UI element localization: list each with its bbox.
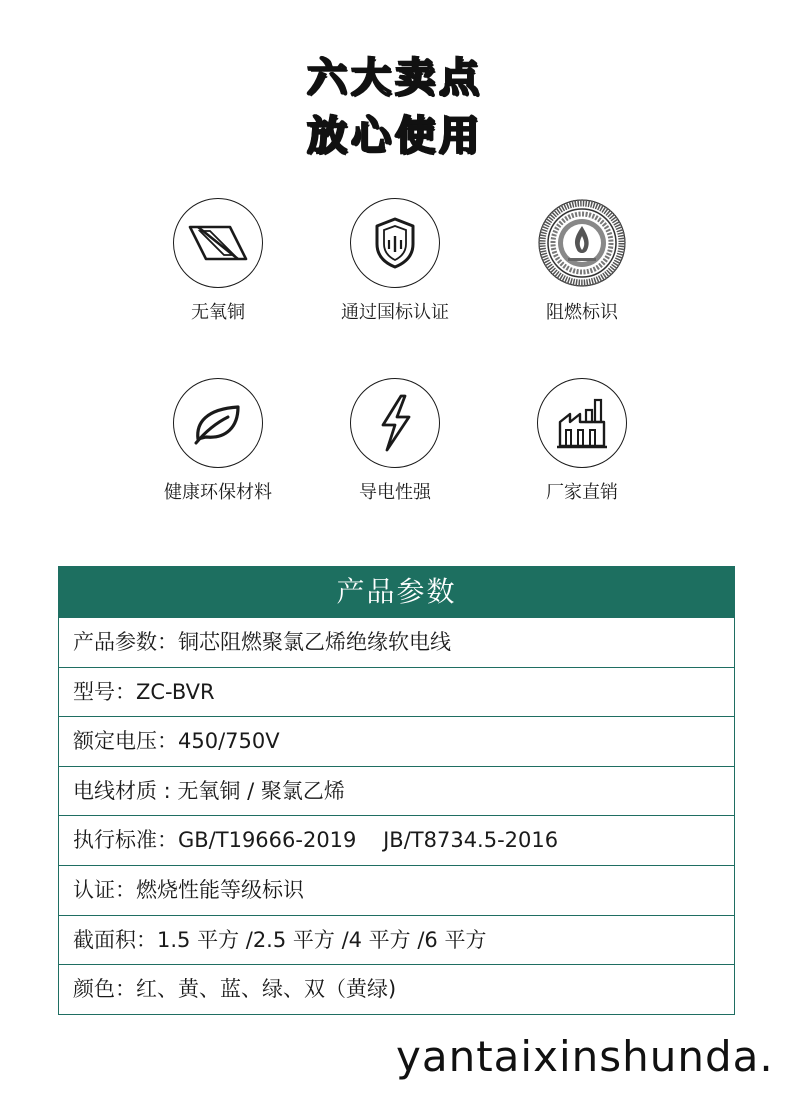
feature-oxygen-free-copper bbox=[118, 198, 318, 324]
feature-label: 阻燃标识 bbox=[546, 302, 618, 323]
param-row-voltage: 额定电压：450/750V bbox=[59, 716, 734, 766]
feature-factory-direct bbox=[482, 378, 682, 504]
feature-eco-material bbox=[118, 378, 318, 504]
param-row-product: 产品参数：铜芯阻燃聚氯乙烯绝缘软电线 bbox=[59, 617, 734, 667]
shield-icon bbox=[350, 198, 440, 288]
param-row-cross-section: 截面积：1.5 平方 /2.5 平方 /4 平方 /6 平方 bbox=[59, 915, 734, 965]
feature-national-certification bbox=[295, 198, 495, 324]
headline-line-1: 六大卖点 bbox=[307, 55, 483, 101]
flame-retardant-seal-icon bbox=[537, 198, 627, 288]
copper-diamond-icon bbox=[173, 198, 263, 288]
param-row-colors: 颜色：红、黄、蓝、绿、双（黄绿) bbox=[59, 964, 734, 1014]
feature-conductivity bbox=[295, 378, 495, 504]
feature-flame-retardant bbox=[482, 198, 682, 324]
leaf-icon bbox=[173, 378, 263, 468]
param-row-material: 电线材质 : 无氧铜 / 聚氯乙烯 bbox=[59, 766, 734, 816]
headline-line-2: 放心使用 bbox=[307, 113, 483, 159]
feature-label: 通过国标认证 bbox=[341, 302, 449, 323]
factory-icon bbox=[537, 378, 627, 468]
param-row-standard: 执行标准：GB/T19666-2019 JB/T8734.5-2016 bbox=[59, 815, 734, 865]
feature-label: 无氧铜 bbox=[191, 302, 245, 323]
param-row-model: 型号：ZC-BVR bbox=[59, 667, 734, 717]
params-title: 产品参数 bbox=[59, 567, 734, 617]
lightning-icon bbox=[350, 378, 440, 468]
watermark-text: yantaixinshunda. bbox=[396, 1032, 774, 1081]
feature-label: 导电性强 bbox=[359, 482, 431, 503]
feature-label: 健康环保材料 bbox=[164, 482, 272, 503]
feature-label: 厂家直销 bbox=[546, 482, 618, 503]
product-params-table bbox=[58, 566, 735, 1015]
param-row-certification: 认证：燃烧性能等级标识 bbox=[59, 865, 734, 915]
